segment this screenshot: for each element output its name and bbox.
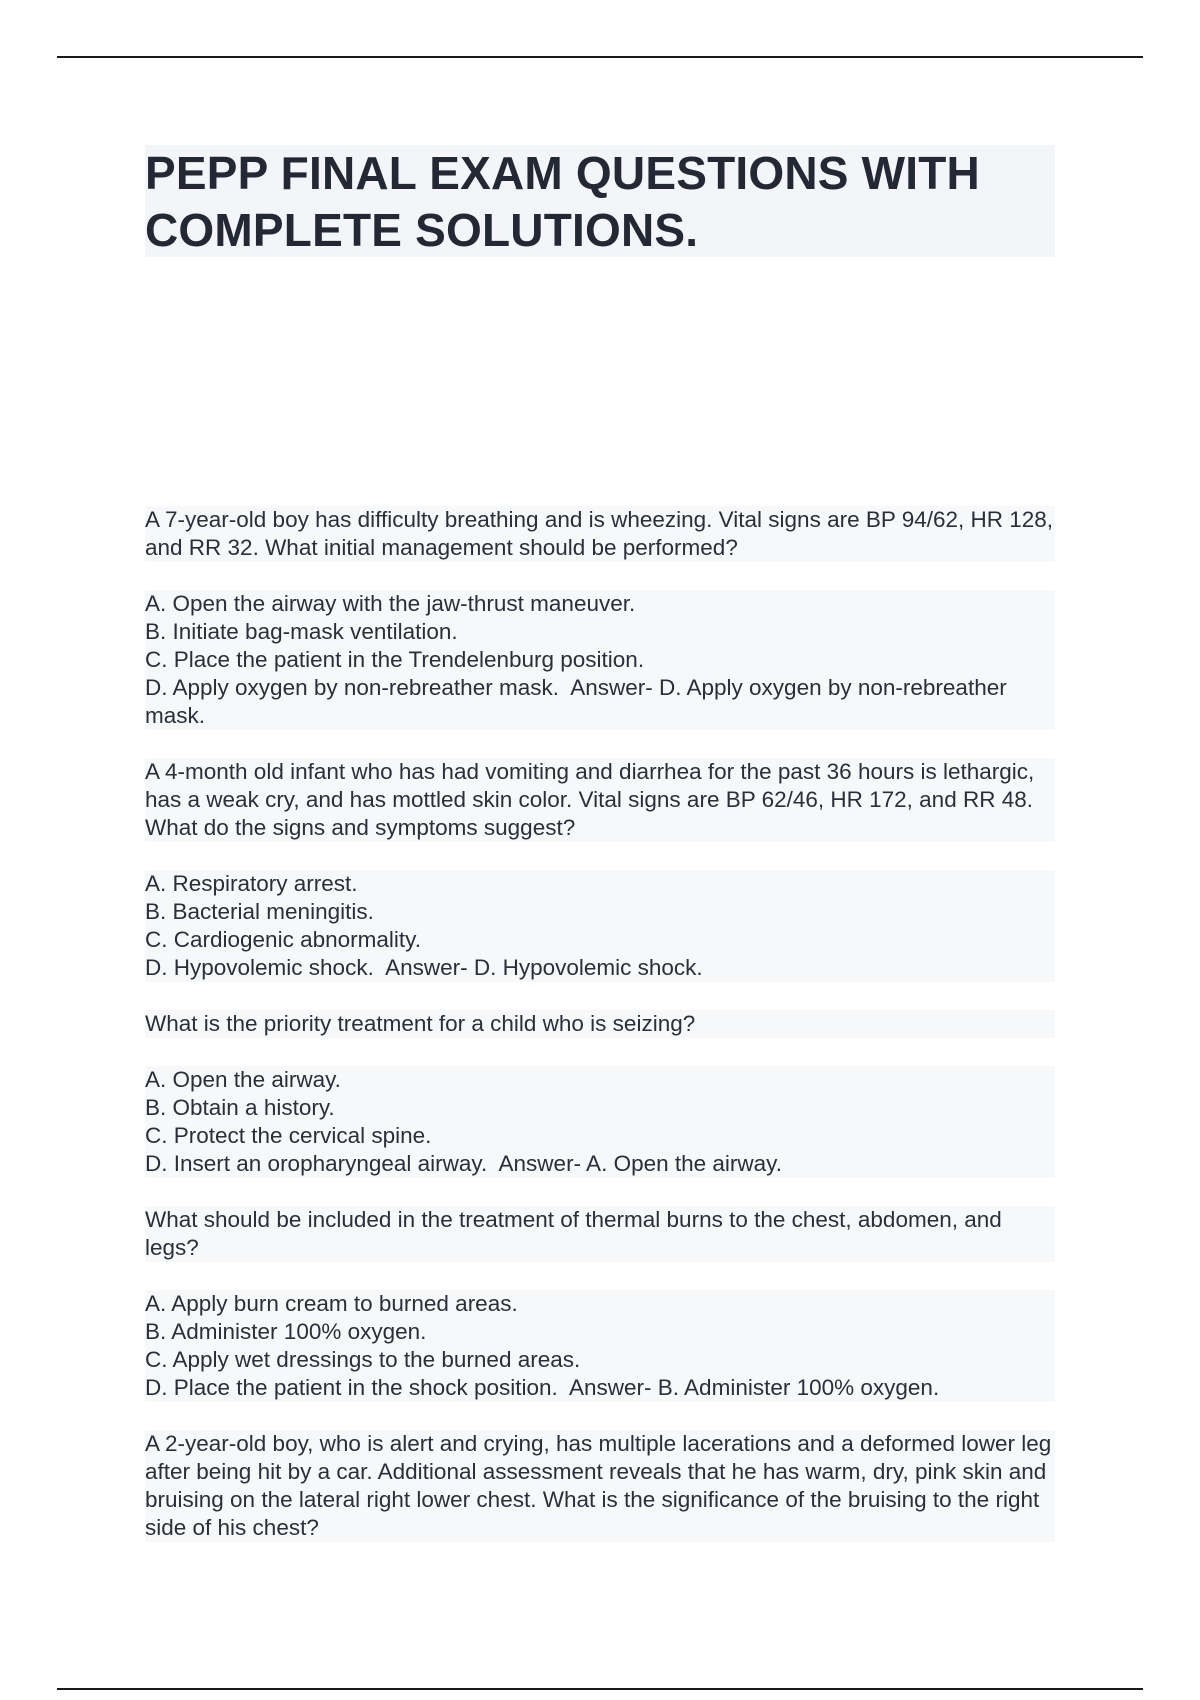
question-stem: A 4-month old infant who has had vomiting and diarrhea for the past 36 hours is lethargic, has a weak cry, and has mottled skin color. Vital signs are BP 62/46, HR 172, and RR 48. What do the signs and symptoms suggest? bbox=[145, 758, 1055, 842]
option-d bbox=[145, 1374, 1055, 1402]
question-stem: A 2-year-old boy, who is alert and crying, has multiple lacerations and a deformed lower leg after being hit by a car. Additional assessment reveals that he has warm, dry, pink skin and bruising on the lateral right lower chest. What is the significance of the bruising to the right side of his chest? bbox=[145, 1430, 1055, 1542]
option-b: B. Obtain a history. bbox=[145, 1095, 335, 1120]
option-d-text: D. Place the patient in the shock position. bbox=[145, 1375, 558, 1400]
answer-options bbox=[145, 1290, 1055, 1402]
question-stem: A 7-year-old boy has difficulty breathing and is wheezing. Vital signs are BP 94/62, HR 128, and RR 32. What initial management should be performed? bbox=[145, 507, 1054, 560]
option-a: A. Respiratory arrest. bbox=[145, 871, 358, 896]
option-d-text: D. Insert an oropharyngeal airway. bbox=[145, 1151, 488, 1176]
page-title-line-1: PEPP FINAL EXAM QUESTIONS WITH bbox=[145, 147, 980, 199]
page-title bbox=[145, 145, 1055, 259]
title-block bbox=[145, 145, 1055, 257]
header-rule bbox=[57, 56, 1143, 58]
question-5 bbox=[145, 1430, 1075, 1542]
option-a: A. Open the airway with the jaw-thrust maneuver. bbox=[145, 591, 636, 616]
answer-options bbox=[145, 590, 1055, 730]
option-c: C. Apply wet dressings to the burned areas. bbox=[145, 1347, 581, 1372]
option-c: C. Protect the cervical spine. bbox=[145, 1123, 432, 1148]
answer-options bbox=[145, 1066, 1055, 1178]
option-d bbox=[145, 954, 1055, 982]
option-d-text: D. Apply oxygen by non-rebreather mask. bbox=[145, 675, 559, 700]
answer-options bbox=[145, 870, 1055, 982]
question-4 bbox=[145, 1206, 1075, 1402]
option-a: A. Apply burn cream to burned areas. bbox=[145, 1291, 518, 1316]
answer-text: Answer- D. Apply oxygen by non-rebreather mask. bbox=[145, 675, 1007, 728]
option-b: B. Bacterial meningitis. bbox=[145, 899, 374, 924]
option-a: A. Open the airway. bbox=[145, 1067, 341, 1092]
answer-text: Answer- A. Open the airway. bbox=[498, 1151, 782, 1176]
question-3 bbox=[145, 1010, 1075, 1178]
option-b: B. Initiate bag-mask ventilation. bbox=[145, 619, 458, 644]
option-c: C. Place the patient in the Trendelenburg position. bbox=[145, 647, 645, 672]
page-title-line-2: COMPLETE SOLUTIONS. bbox=[145, 204, 699, 256]
question-stem: What is the priority treatment for a child who is seizing? bbox=[145, 1010, 1055, 1038]
question-1 bbox=[145, 506, 1075, 730]
question-stem: What should be included in the treatment of thermal burns to the chest, abdomen, and legs? bbox=[145, 1206, 1055, 1262]
option-b: B. Administer 100% oxygen. bbox=[145, 1319, 427, 1344]
question-2 bbox=[145, 758, 1075, 982]
question-list bbox=[145, 506, 1075, 1570]
answer-text: Answer- B. Administer 100% oxygen. bbox=[569, 1375, 940, 1400]
option-d bbox=[145, 1150, 1055, 1178]
option-d-text: D. Hypovolemic shock. bbox=[145, 955, 374, 980]
footer-rule bbox=[57, 1688, 1143, 1690]
option-c: C. Cardiogenic abnormality. bbox=[145, 927, 421, 952]
answer-text: Answer- D. Hypovolemic shock. bbox=[385, 955, 703, 980]
option-d bbox=[145, 674, 1055, 730]
